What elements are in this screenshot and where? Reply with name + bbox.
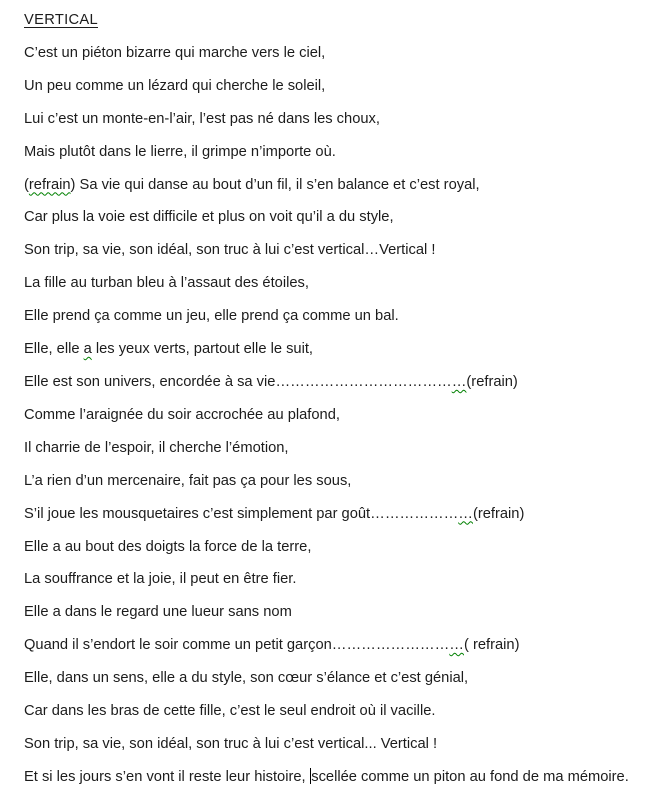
lyric-line[interactable]	[24, 531, 646, 564]
lyric-text: Un peu comme un lézard qui cherche le soleil,	[24, 77, 326, 94]
lyric-text: Car dans les bras de cette fille, c’est le seul endroit où il vacille.	[24, 703, 436, 720]
lyric-text: ( refrain)	[463, 637, 520, 654]
lyric-line[interactable]	[24, 300, 646, 333]
lyric-line[interactable]	[24, 169, 646, 202]
lyric-text: Son trip, sa vie, son idéal, son truc à lui c’est vertical…Vertical !	[24, 242, 436, 259]
lyric-line[interactable]	[24, 366, 646, 399]
lyric-text: C’est un piéton bizarre qui marche vers le ciel,	[24, 44, 326, 61]
lyric-text: L’a rien d’un mercenaire, fait pas ça pour les sous,	[24, 472, 352, 489]
lyric-text: Elle a dans le regard une lueur sans nom	[24, 604, 292, 621]
lyric-line[interactable]	[24, 234, 646, 267]
spellcheck-squiggle-text: …	[458, 505, 473, 522]
lyric-line[interactable]	[24, 596, 646, 629]
lyric-text: S’il joue les mousquetaires c’est simplement par goût………………	[24, 505, 459, 522]
lyric-text: (	[24, 176, 29, 193]
lyric-line[interactable]	[24, 136, 646, 169]
document-title[interactable]: VERTICAL	[24, 12, 98, 28]
lyric-line[interactable]	[24, 695, 646, 728]
lyric-text: Elle a au bout des doigts la force de la terre,	[24, 538, 312, 555]
lyric-text: Il charrie de l’espoir, il cherche l’émotion,	[24, 439, 289, 456]
lyric-text: Elle prend ça comme un jeu, elle prend ça comme un bal.	[24, 308, 399, 325]
lyric-line[interactable]	[24, 498, 646, 531]
lyric-line[interactable]	[24, 70, 646, 103]
lyric-text: (refrain)	[466, 373, 518, 390]
spellcheck-squiggle-text: refrain	[28, 176, 71, 193]
lyric-line[interactable]	[24, 432, 646, 465]
spellcheck-squiggle-text: …	[451, 373, 467, 390]
lyric-line[interactable]	[24, 103, 646, 136]
lyric-line[interactable]	[24, 465, 646, 498]
lyric-line[interactable]	[24, 37, 646, 70]
lyric-text: les yeux verts, partout elle le suit,	[91, 341, 314, 358]
lyric-text: Comme l’araignée du soir accrochée au plafond,	[24, 406, 340, 423]
lyric-text: Mais plutôt dans le lierre, il grimpe n’importe où.	[24, 143, 336, 160]
lyric-line[interactable]	[24, 267, 646, 300]
spellcheck-squiggle-text: a	[83, 341, 92, 358]
lyric-line[interactable]	[24, 761, 646, 794]
lyric-text: Et si les jours s’en vont il reste leur histoire,	[24, 768, 310, 785]
lyric-text: Car plus la voie est difficile et plus on voit qu’il a du style,	[24, 209, 394, 226]
lyric-line[interactable]	[24, 399, 646, 432]
lyric-text: La souffrance et la joie, il peut en être fier.	[24, 571, 297, 588]
lyric-line[interactable]	[24, 662, 646, 695]
lyric-text: (refrain)	[472, 505, 525, 522]
lyric-text: Son trip, sa vie, son idéal, son truc à lui c’est vertical... Vertical !	[24, 735, 438, 752]
lyric-line[interactable]	[24, 563, 646, 596]
lyric-line[interactable]	[24, 201, 646, 234]
lyric-text: Elle, dans un sens, elle a du style, son cœur s’élance et c’est génial,	[24, 670, 469, 687]
lyric-line[interactable]	[24, 333, 646, 366]
lyric-line[interactable]	[24, 728, 646, 761]
lyric-text: ) Sa vie qui danse au bout d’un fil, il s’en balance et c’est royal,	[70, 176, 480, 193]
lyric-text: Quand il s’endort le soir comme un petit garçon……………………	[24, 637, 450, 654]
lyrics-lines	[24, 37, 646, 794]
lyric-text: La fille au turban bleu à l’assaut des étoiles,	[24, 275, 309, 292]
lyric-text: Lui c’est un monte-en-l’air, l’est pas né dans les choux,	[24, 110, 380, 127]
spellcheck-squiggle-text: …	[449, 637, 464, 654]
lyric-text: Elle est son univers, encordée à sa vie………………………………	[24, 373, 452, 390]
lyric-text: Elle, elle	[24, 341, 84, 358]
lyric-text: scellée comme un piton au fond de ma mémoire.	[311, 768, 629, 785]
lyric-line[interactable]	[24, 629, 646, 662]
